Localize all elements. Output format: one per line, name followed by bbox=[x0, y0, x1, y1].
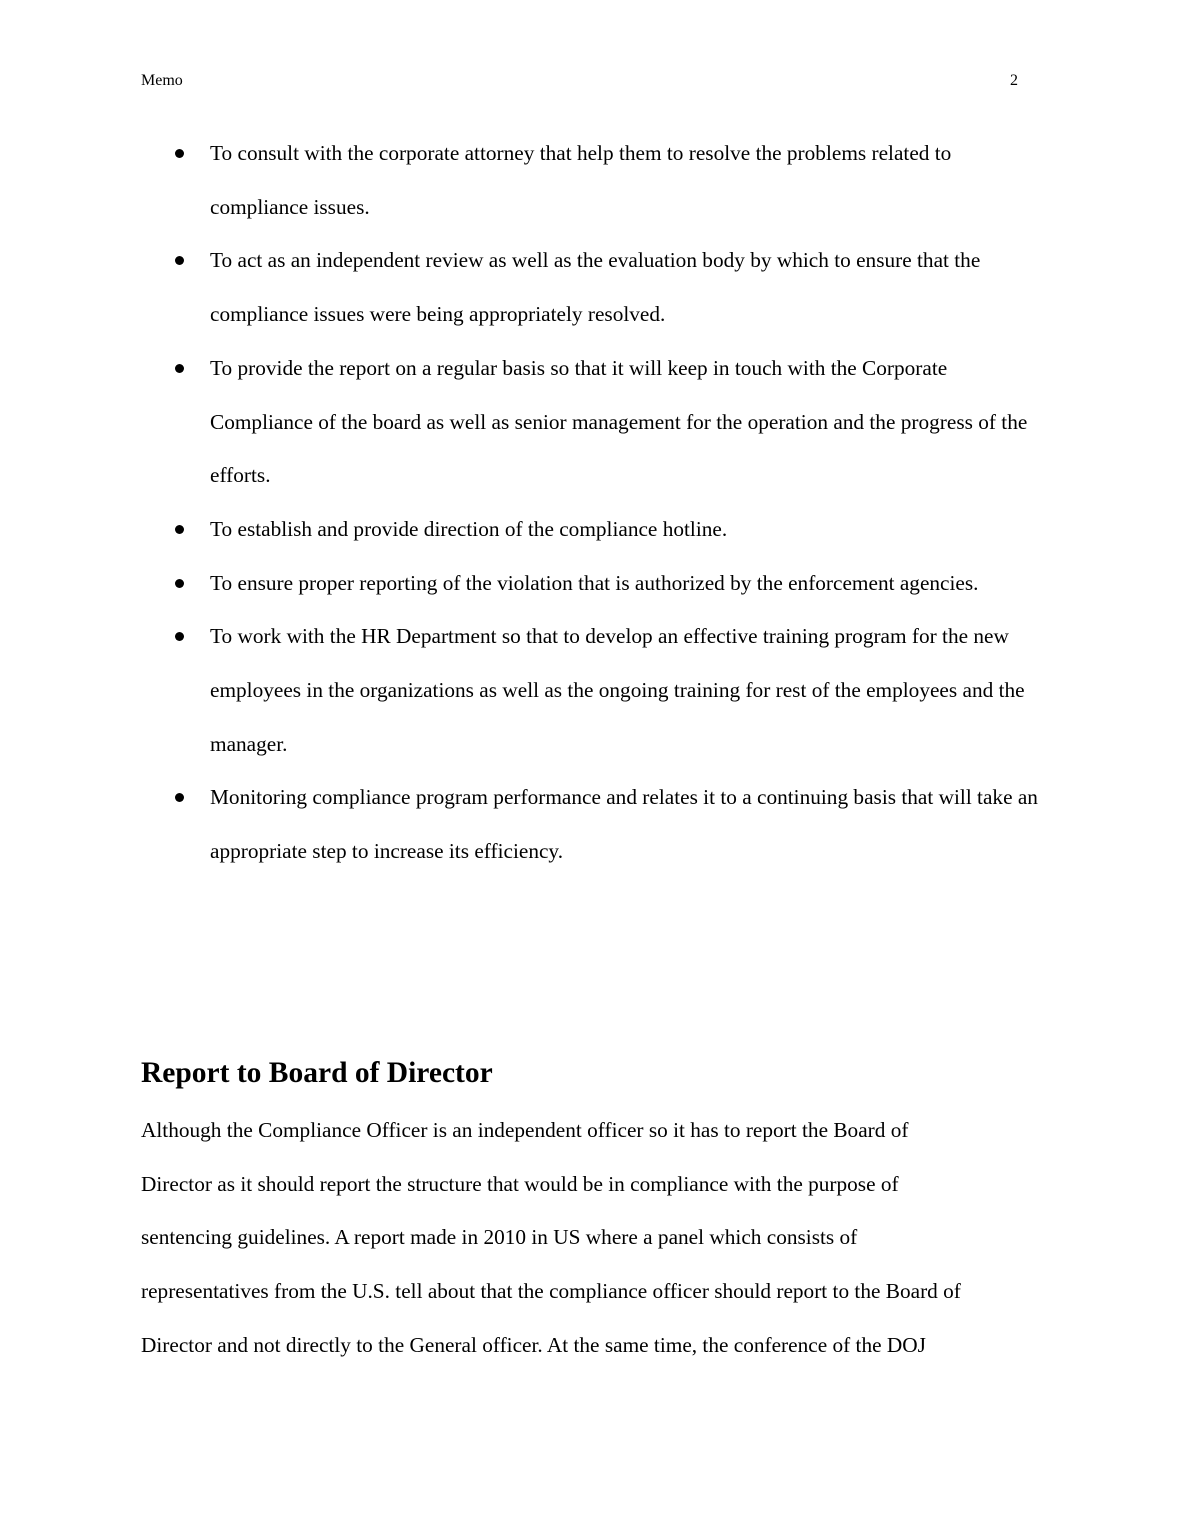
bullet-icon bbox=[175, 579, 184, 588]
header-title: Memo bbox=[141, 72, 183, 89]
list-item bbox=[141, 503, 1051, 557]
paragraph-line: Director as it should report the structure that would be in compliance with the purpose of bbox=[141, 1171, 899, 1196]
bullet-icon bbox=[175, 364, 184, 373]
paragraph-line: Director and not directly to the General officer. At the same time, the conference of the DOJ bbox=[141, 1332, 926, 1357]
paragraph-line: Although the Compliance Officer is an independent officer so it has to report the Board of bbox=[141, 1118, 909, 1142]
list-item-text: To provide the report on a regular basis so that it will keep in touch with the Corporate Compliance of the board as well as senior management for the operation and the progress of the efforts. bbox=[210, 355, 1028, 488]
list-item-text: To establish and provide direction of the compliance hotline. bbox=[210, 516, 728, 541]
list-item-text: To work with the HR Department so that to develop an effective training program for the new employees in the organizations as well as the ongoing training for rest of the employees and the manager. bbox=[210, 624, 1025, 756]
bullet-icon bbox=[175, 149, 184, 158]
responsibilities-list bbox=[141, 127, 1051, 879]
list-item bbox=[141, 234, 1051, 341]
list-item bbox=[141, 127, 1051, 234]
list-item-text: To ensure proper reporting of the violation that is authorized by the enforcement agencies. bbox=[210, 570, 979, 595]
list-item bbox=[141, 771, 1051, 878]
paragraph-line: sentencing guidelines. A report made in 2010 in US where a panel which consists of bbox=[141, 1225, 858, 1250]
list-item bbox=[141, 342, 1051, 503]
page-header bbox=[141, 70, 1018, 92]
list-item bbox=[141, 610, 1051, 771]
bullet-icon bbox=[175, 256, 184, 265]
body-paragraph bbox=[141, 1104, 1051, 1373]
list-item-text: Monitoring compliance program performance and relates it to a continuing basis that will take an appropriate step to increase its efficiency. bbox=[210, 785, 1038, 864]
list-item-text: To act as an independent review as well as the evaluation body by which to ensure that the compliance issues were being appropriately resolved. bbox=[210, 248, 981, 327]
page-number: 2 bbox=[1010, 72, 1018, 89]
list-item-text: To consult with the corporate attorney that help them to resolve the problems related to compliance issues. bbox=[210, 141, 952, 219]
section-heading: Report to Board of Director bbox=[141, 1057, 493, 1089]
list-item bbox=[141, 557, 1051, 611]
bullet-icon bbox=[175, 525, 184, 534]
bullet-icon bbox=[175, 793, 184, 802]
bullet-icon bbox=[175, 632, 184, 641]
paragraph-line: representatives from the U.S. tell about that the compliance officer should report to the Board of bbox=[141, 1279, 961, 1304]
